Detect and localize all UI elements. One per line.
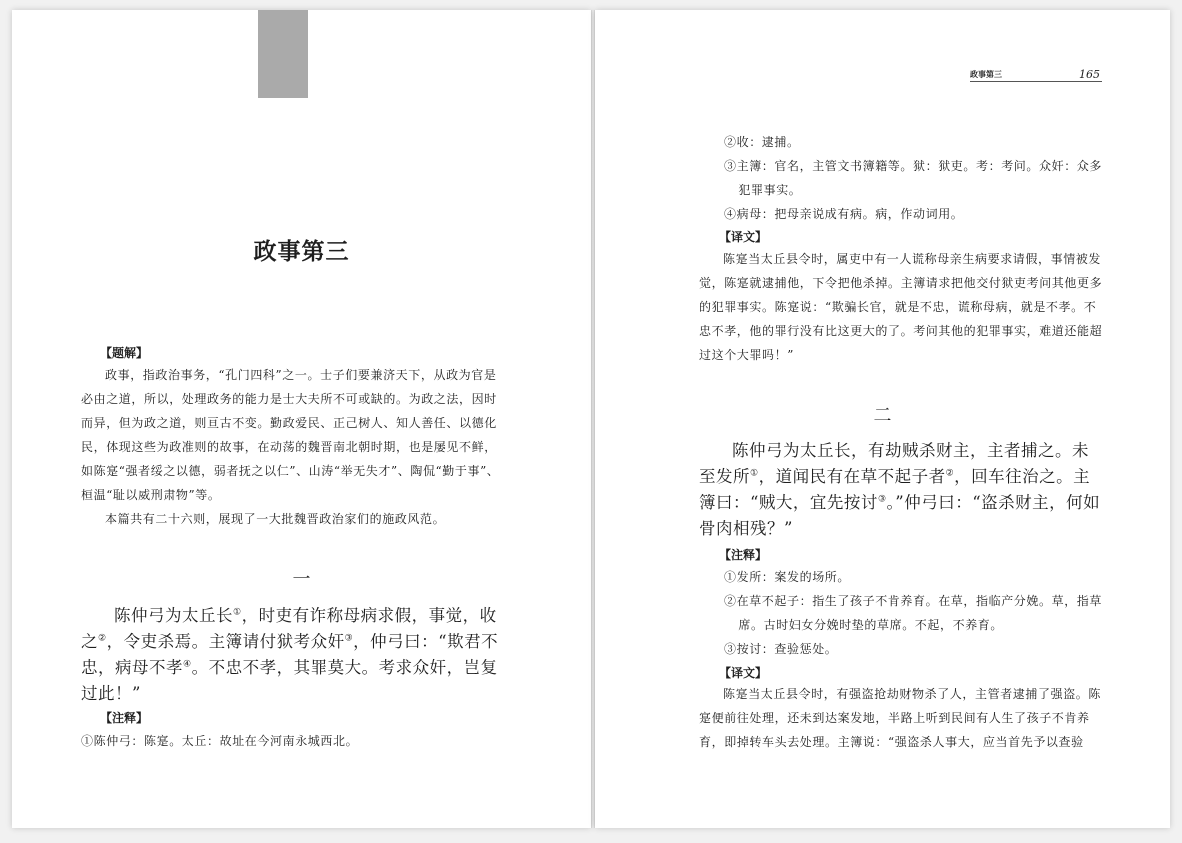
footnote-marker: ① — [750, 468, 759, 479]
notes-list-1 — [81, 729, 509, 753]
note-item: ③主簿：官名，主管文书簿籍等。狱：狱吏。考：考问。众奸：众多犯罪事实。 — [724, 159, 1103, 197]
notes-label-1: 【注释】 — [100, 711, 149, 725]
text-segment: ，令吏杀焉。主簿请付狱考众奸 — [106, 632, 345, 651]
translation-label-2: 【译文】 — [719, 666, 768, 680]
footnote-marker: ① — [233, 607, 242, 618]
notes-list-2 — [724, 565, 1104, 661]
intro-paragraph: 本篇共有二十六则，展现了一大批魏晋政治家们的施政风范。 — [105, 512, 446, 526]
translation-text-1: 陈寔当太丘县令时，属吏中有一人谎称母亲生病要求请假，事情被发觉，陈寔就逮捕他，下令把他杀掉。主簿请求把他交付狱吏考问其他更多的犯罪事实。陈寔说：“欺骗长官，就是不忠，谎称母病，就是不孝。不忠不孝，他的罪行没有比这更大的了。考问其他的犯罪事实，难道还能超过这个大罪吗！” — [699, 252, 1103, 362]
intro-label: 【题解】 — [100, 346, 149, 360]
notes-label-2: 【注释】 — [719, 548, 768, 562]
text-segment: 陈仲弓为太丘长 — [114, 606, 233, 625]
footnote-marker: ② — [98, 633, 107, 644]
note-item: ①发所：案发的场所。 — [724, 570, 851, 584]
notes-continued — [724, 130, 1104, 226]
chapter-title: 政事第三 — [253, 238, 350, 265]
note-item: ②收：逮捕。 — [724, 135, 800, 149]
translation-text-2: 陈寔当太丘县令时，有强盗抢劫财物杀了人，主管者逮捕了强盗。陈寔便前往处理，还未到达案发地，半路上听到民间有人生了孩子不肯养育，即掉转车头去处理。主簿说：“强盗杀人事大，应当首先予以查验 — [699, 687, 1102, 749]
section1-original-text — [81, 603, 501, 707]
footnote-marker: ② — [945, 468, 955, 479]
running-head — [970, 67, 1102, 82]
section-number-2: 二 — [873, 405, 892, 426]
translation-body-2 — [699, 682, 1103, 754]
note-item: ②在草不起子：指生了孩子不肯养育。在草，指临产分娩。草，指草席。古时妇女分娩时垫的草席。不起，不养育。 — [724, 594, 1103, 632]
text-segment: 。”仲弓曰：“盗杀财主，何如骨肉相残？” — [699, 493, 1101, 538]
page-number: 165 — [1079, 68, 1100, 81]
text-segment: ，回车往治之。主簿曰：“贼大，宜先按讨 — [699, 467, 1091, 512]
note-item: ③按讨：查验惩处。 — [724, 642, 838, 656]
section-number-1: 一 — [292, 569, 311, 590]
text-segment: ，仲弓曰：“欺君不忠，病母不孝 — [81, 632, 499, 677]
text-segment: ，时吏有诈称母病求假，事觉，收之 — [81, 606, 497, 651]
intro-body — [81, 363, 509, 531]
translation-body-1 — [699, 247, 1103, 367]
chapter-tab-marker — [258, 10, 308, 98]
footnote-marker: ④ — [183, 659, 192, 670]
left-page — [12, 10, 591, 828]
text-segment: ，道闻民有在草不起子者 — [758, 467, 946, 486]
section2-original-text — [699, 438, 1103, 542]
footnote-marker: ③ — [877, 494, 887, 505]
translation-label-1: 【译文】 — [719, 230, 768, 244]
text-segment: 陈仲弓为太丘长，有劫贼杀财主，主者捕之。未至发所 — [699, 441, 1089, 486]
note-item: ①陈仲弓：陈寔。太丘：故址在今河南永城西北。 — [81, 734, 359, 748]
right-page — [595, 10, 1170, 828]
note-item: ④病母：把母亲说成有病。病，作动词用。 — [724, 207, 964, 221]
intro-paragraph: 政事，指政治事务，“孔门四科”之一。士子们要兼济天下，从政为官是必由之道，所以，处理政务的能力是士大夫所不可或缺的。为政之法，因时而异，但为政之道，则亘古不变。勤政爱民、正己树人、知人善任、以德化民，体现这些为政准则的故事，在动荡的魏晋南北朝时期，也是屡见不鲜，如陈寔“强者绥之以德，弱者抚之以仁”、山涛“举无失才”、陶侃“勤于事”、桓温“耻以威刑肃物”等。 — [81, 368, 500, 502]
footnote-marker: ③ — [344, 633, 354, 644]
running-head-title: 政事第三 — [970, 69, 1002, 79]
text-segment: 。不忠不孝，其罪莫大。考求众奸，岂复过此！” — [81, 658, 498, 703]
